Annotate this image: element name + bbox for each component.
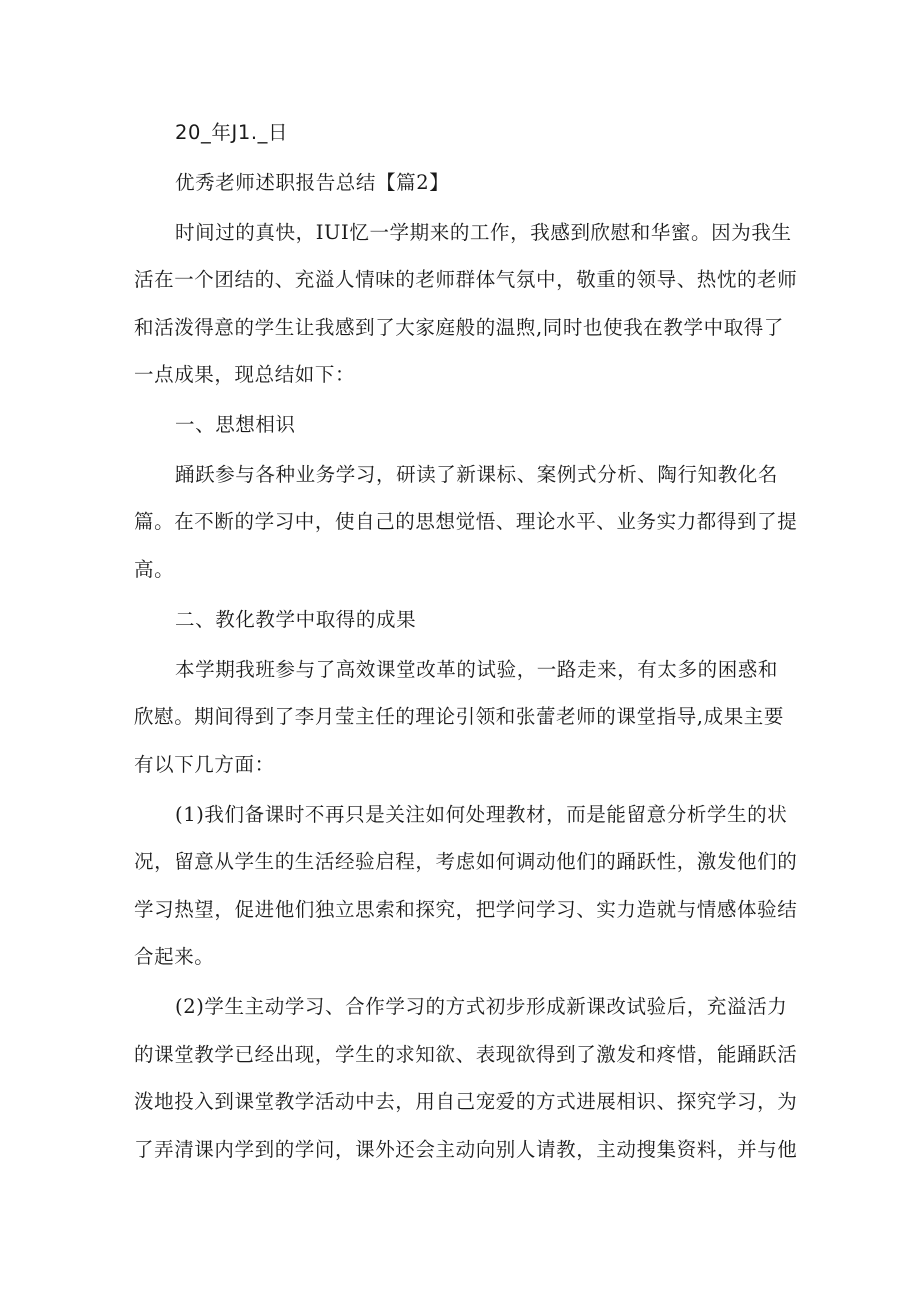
intro-line-1: 时间过的真快，IUI忆一学期来的工作，我感到欣慰和华蜜。因为我生 xyxy=(175,221,792,244)
point2-line-4: 了弄清课内学到的学问，课外还会主动向别人请教，主动搜集资料，并与他 xyxy=(134,1138,798,1161)
section1-line-2: 篇。在不断的学习中，使自己的思想觉悟、理论水平、业务实力都得到了提 xyxy=(134,510,798,533)
intro-line-2: 活在一个团结的、充溢人情味的老师群体气氛中，敬重的领导、热忱的老师 xyxy=(134,268,798,291)
point1-line-1: (1)我们备课时不再只是关注如何处理教材，而是能留意分析学生的状 xyxy=(175,803,788,826)
section2-intro-line-2: 欣慰。期间得到了李月莹主任的理论引领和张蕾老师的课堂指导,成果主要 xyxy=(134,705,784,728)
point2-line-2: 的课堂教学已经出现，学生的求知欲、表现欲得到了激发和疼惜，能踊跃活 xyxy=(134,1043,798,1066)
section2-intro-line-1: 本学期我班参与了高效课堂改革的试验，一路走来，有太多的困惑和 xyxy=(175,658,779,681)
date-line: 20_年J1._日 xyxy=(175,121,289,144)
intro-line-3: 和活泼得意的学生让我感到了大家庭般的温煦,同时也使我在教学中取得了 xyxy=(134,316,784,339)
point2-line-1: (2)学生主动学习、合作学习的方式初步形成新课改试验后，充溢活力 xyxy=(175,995,788,1018)
section2-heading: 二、教化教学中取得的成果 xyxy=(175,608,417,631)
point1-line-4: 合起来。 xyxy=(134,945,215,968)
point2-line-3: 泼地投入到课堂教学活动中去，用自己宠爱的方式进展相识、探究学习，为 xyxy=(134,1090,798,1113)
section1-line-3: 高。 xyxy=(134,558,175,581)
document-title: 优秀老师述职报告总结【篇2】 xyxy=(175,171,450,194)
section2-intro-line-3: 有以下几方面： xyxy=(134,753,275,776)
section1-heading: 一、思想相识 xyxy=(175,413,296,436)
intro-line-4: 一点成果，现总结如下： xyxy=(134,363,356,386)
section1-line-1: 踊跃参与各种业务学习，研读了新课标、案例式分析、陶行知教化名 xyxy=(175,463,779,486)
point1-line-2: 况，留意从学生的生活经验启程，考虑如何调动他们的踊跃性，激发他们的 xyxy=(134,850,798,873)
point1-line-3: 学习热望，促进他们独立思索和探究，把学问学习、实力造就与情感体验结 xyxy=(134,898,798,921)
